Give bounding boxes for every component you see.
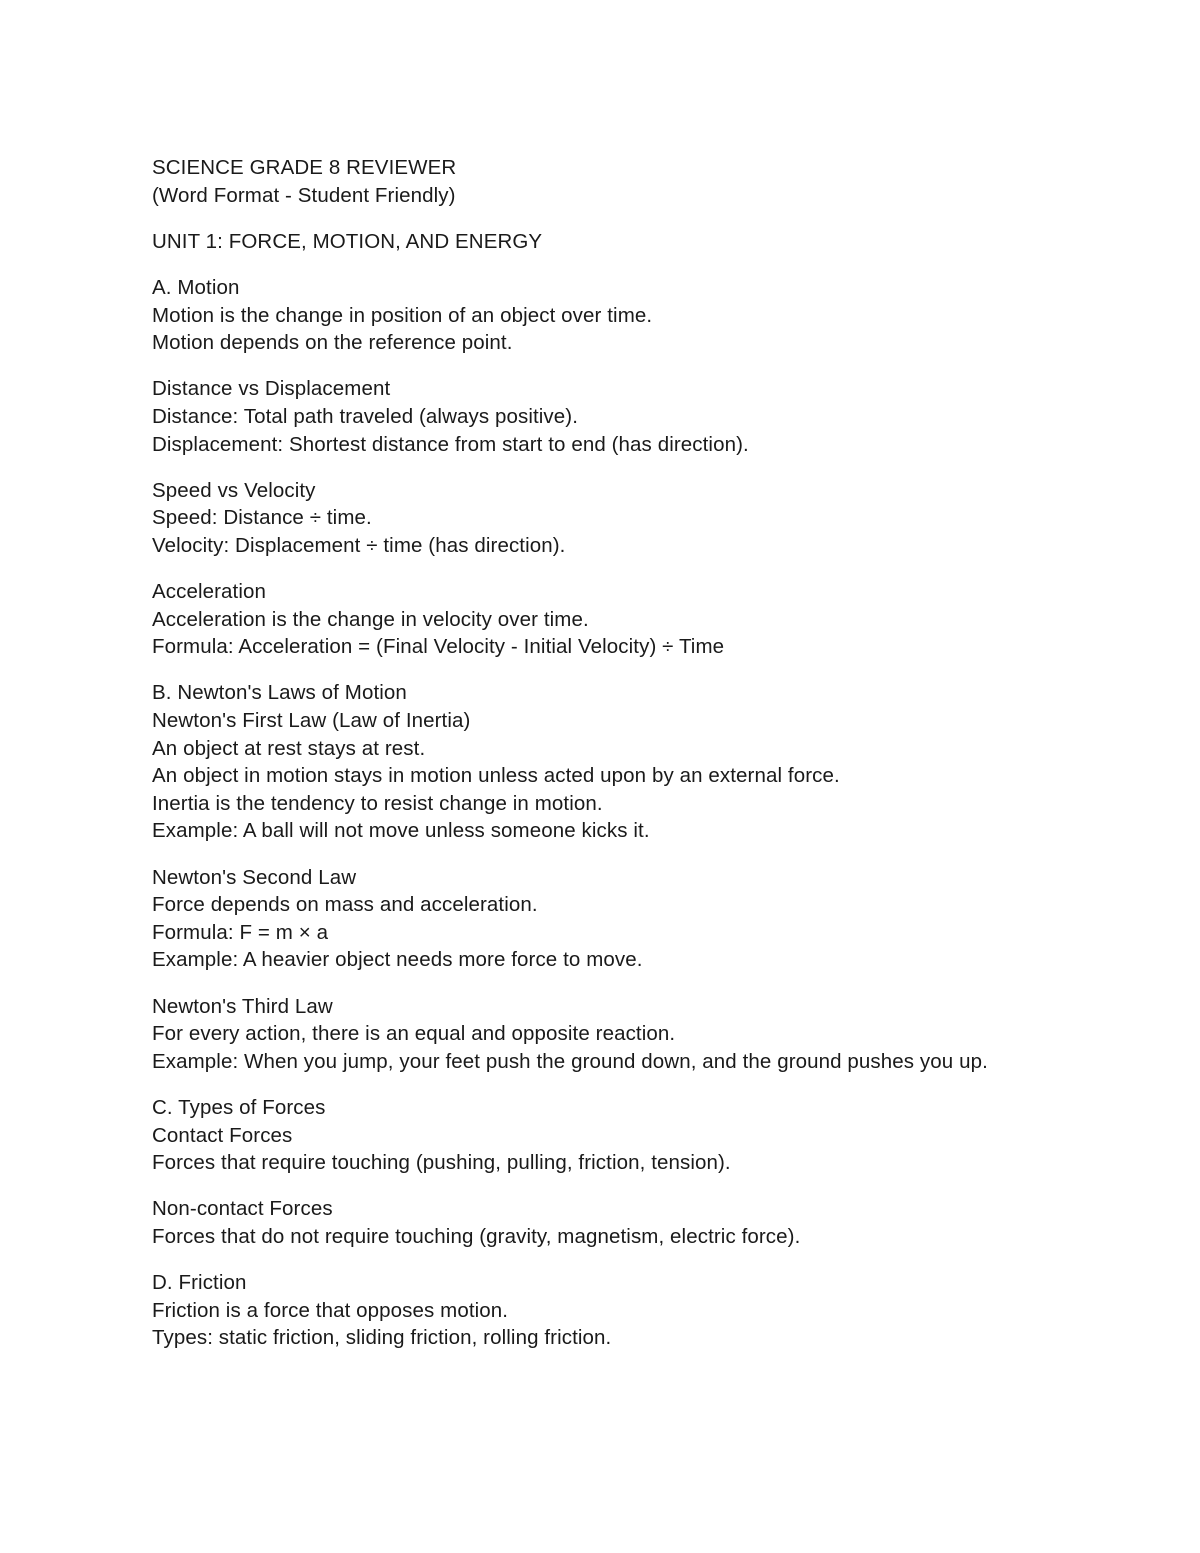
text-line: Distance: Total path traveled (always positive).: [152, 404, 579, 428]
section-heading: Speed vs Velocity: [152, 478, 316, 502]
section-types-of-forces: [152, 1094, 1152, 1177]
text-line: For every action, there is an equal and opposite reaction.: [152, 1022, 676, 1046]
section-distance-displacement: [152, 375, 1152, 458]
section-acceleration: [152, 578, 1152, 661]
subsection-heading: Contact Forces: [152, 1123, 293, 1147]
section-friction: [152, 1269, 1152, 1352]
text-line: Force depends on mass and acceleration.: [152, 893, 538, 917]
unit-title: UNIT 1: FORCE, MOTION, AND ENERGY: [152, 229, 543, 253]
text-line: Acceleration is the change in velocity over time.: [152, 607, 589, 631]
text-line: Inertia is the tendency to resist change in motion.: [152, 791, 603, 815]
text-line: Example: When you jump, your feet push the ground down, and the ground pushes you up.: [152, 1049, 988, 1073]
section-heading: B. Newton's Laws of Motion: [152, 681, 407, 705]
text-line: Motion is the change in position of an object over time.: [152, 303, 653, 327]
text-line: Types: static friction, sliding friction, rolling friction.: [152, 1326, 612, 1350]
text-line: An object at rest stays at rest.: [152, 736, 426, 760]
section-heading: C. Types of Forces: [152, 1095, 326, 1119]
text-line: Example: A heavier object needs more force to move.: [152, 948, 643, 972]
section-heading: A. Motion: [152, 275, 240, 299]
subsection-heading: Newton's First Law (Law of Inertia): [152, 709, 471, 733]
text-line: Displacement: Shortest distance from start to end (has direction).: [152, 432, 749, 456]
text-line: An object in motion stays in motion unless acted upon by an external force.: [152, 764, 840, 788]
text-line: Forces that do not require touching (gravity, magnetism, electric force).: [152, 1224, 801, 1248]
text-line: Formula: Acceleration = (Final Velocity - Initial Velocity) ÷ Time: [152, 635, 725, 659]
document-header: [152, 154, 1152, 209]
text-line: Velocity: Displacement ÷ time (has direction).: [152, 533, 566, 557]
unit-heading: [152, 228, 1152, 256]
section-heading: Newton's Third Law: [152, 994, 333, 1018]
document-body: [152, 154, 1152, 1371]
text-line: Motion depends on the reference point.: [152, 331, 513, 355]
text-line: Speed: Distance ÷ time.: [152, 506, 372, 530]
document-title: SCIENCE GRADE 8 REVIEWER: [152, 156, 457, 179]
section-heading: D. Friction: [152, 1271, 247, 1295]
section-heading: Non-contact Forces: [152, 1197, 333, 1221]
section-heading: Acceleration: [152, 580, 267, 604]
section-newtons-second-law: [152, 864, 1152, 974]
section-speed-velocity: [152, 477, 1152, 560]
section-motion: [152, 274, 1152, 357]
text-line: Friction is a force that opposes motion.: [152, 1298, 509, 1322]
document-subtitle: (Word Format - Student Friendly): [152, 183, 456, 207]
section-newtons-laws: [152, 679, 1152, 845]
text-line: Forces that require touching (pushing, pulling, friction, tension).: [152, 1151, 731, 1175]
text-line: Example: A ball will not move unless someone kicks it.: [152, 819, 650, 843]
section-heading: Newton's Second Law: [152, 865, 357, 889]
section-heading: Distance vs Displacement: [152, 377, 391, 401]
section-non-contact-forces: [152, 1195, 1152, 1250]
section-newtons-third-law: [152, 993, 1152, 1076]
text-line: Formula: F = m × a: [152, 920, 329, 944]
